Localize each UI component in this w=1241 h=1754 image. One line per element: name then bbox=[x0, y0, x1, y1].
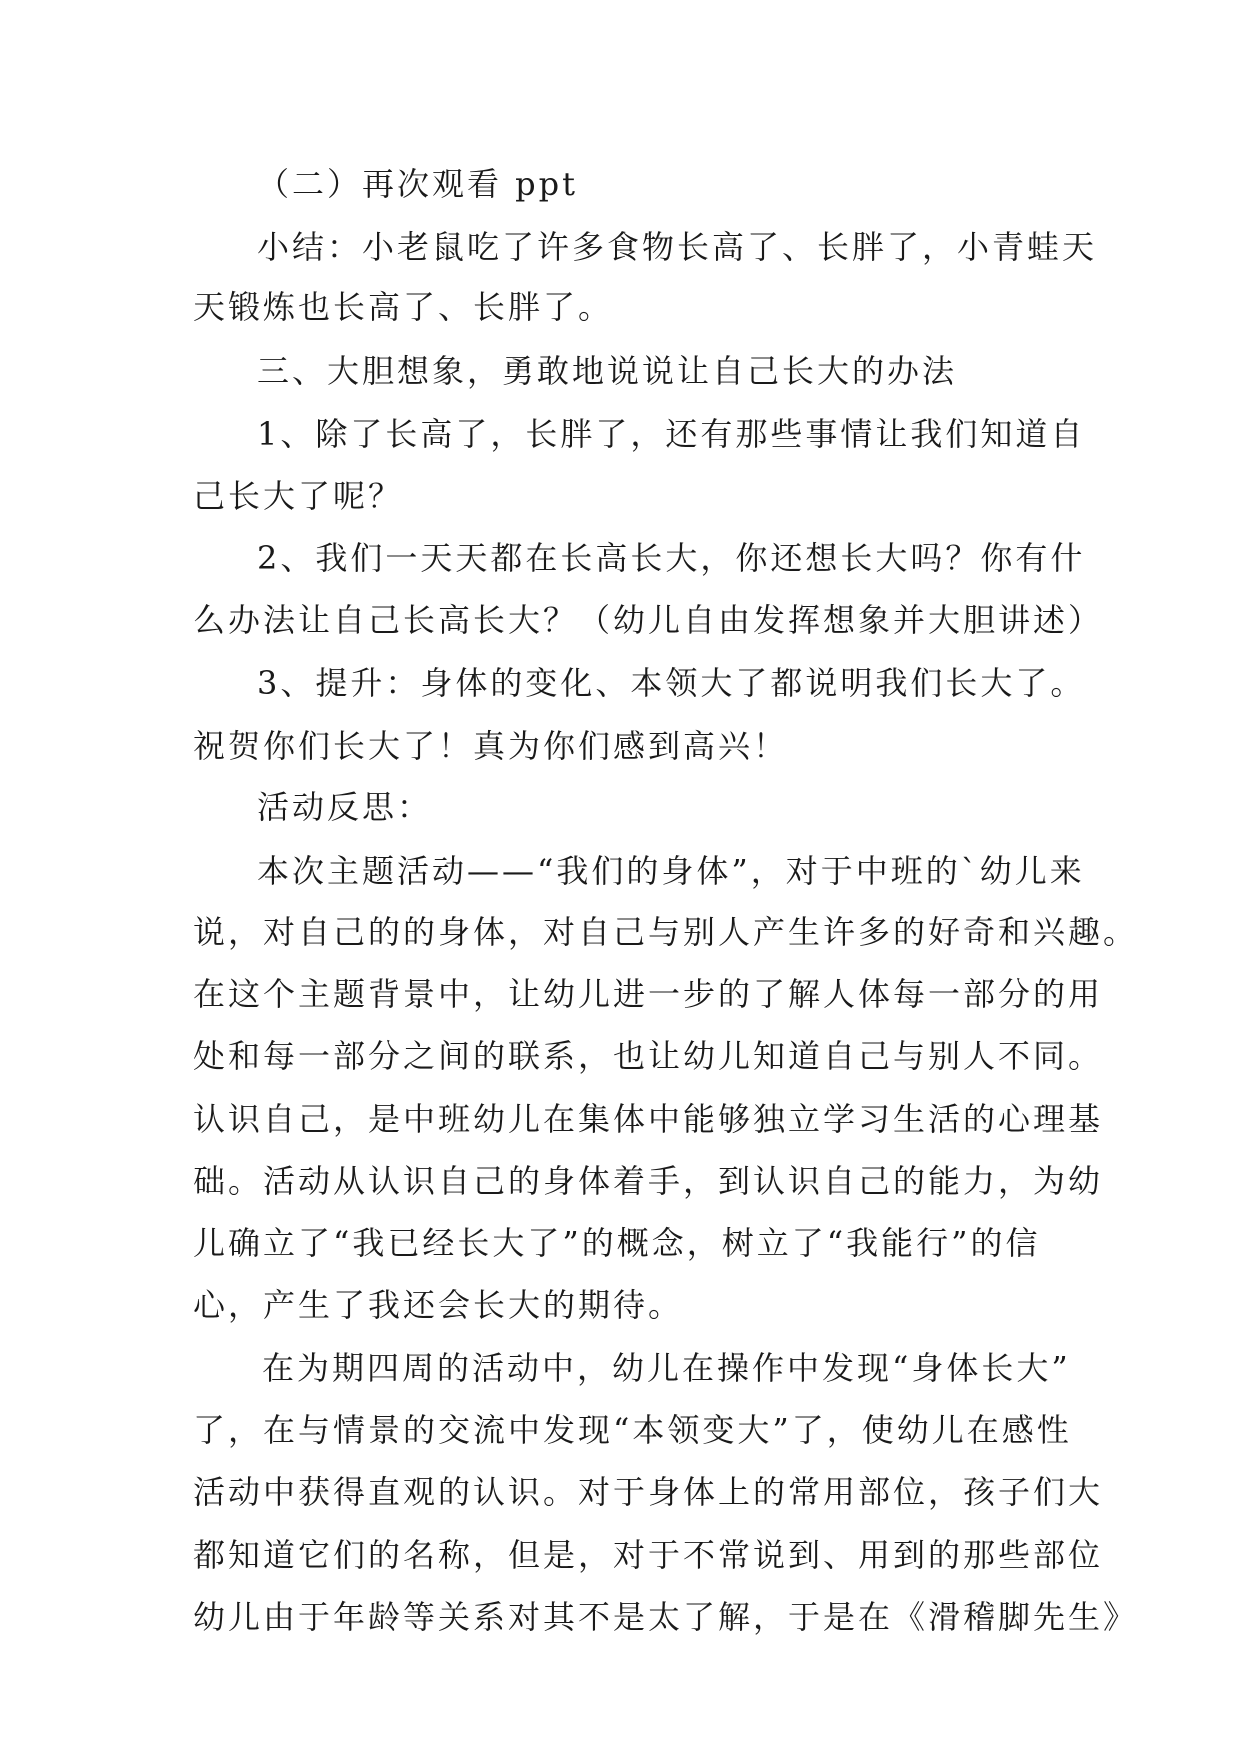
second-paragraph-line: 在为期四周的活动中，幼儿在操作中发现“身体长大” bbox=[262, 1349, 1071, 1387]
question-2-line: 么办法让自己长高长大？（幼儿自由发挥想象并大胆讲述） bbox=[193, 601, 1104, 639]
question-1-line: 己长大了呢？ bbox=[193, 477, 404, 515]
second-paragraph-line: 幼儿由于年龄等关系对其不是太了解，于是在《滑稽脚先生》 bbox=[193, 1598, 1139, 1636]
reflection-paragraph-line: 儿确立了“我已经长大了”的概念，树立了“我能行”的信 bbox=[193, 1224, 1041, 1262]
reflection-paragraph-line: 心，产生了我还会长大的期待。 bbox=[193, 1286, 684, 1324]
question-1-line: 1、除了长高了，长胖了，还有那些事情让我们知道自 bbox=[257, 415, 1086, 453]
reflection-heading: 活动反思： bbox=[257, 788, 433, 826]
reflection-paragraph-line: 在这个主题背景中，让幼儿进一步的了解人体每一部分的用 bbox=[193, 975, 1104, 1013]
point-3-line: 3、提升：身体的变化、本领大了都说明我们长大了。 bbox=[257, 664, 1086, 702]
reflection-paragraph-line: 处和每一部分之间的联系，也让幼儿知道自己与别人不同。 bbox=[193, 1037, 1104, 1075]
section-heading-rewatch-ppt: （二）再次观看 ppt bbox=[257, 165, 579, 203]
reflection-paragraph-line: 说，对自己的的身体，对自己与别人产生许多的好奇和兴趣。 bbox=[193, 913, 1139, 951]
reflection-paragraph-line: 认识自己，是中班幼儿在集体中能够独立学习生活的心理基 bbox=[193, 1100, 1104, 1138]
summary-line: 小结：小老鼠吃了许多食物长高了、长胖了，小青蛙天 bbox=[257, 228, 1098, 266]
section-heading-imagine: 三、大胆想象，勇敢地说说让自己长大的办法 bbox=[257, 352, 958, 390]
summary-line: 天锻炼也长高了、长胖了。 bbox=[193, 288, 614, 326]
reflection-paragraph-line: 础。活动从认识自己的身体着手，到认识自己的能力，为幼 bbox=[193, 1162, 1104, 1200]
second-paragraph-line: 了，在与情景的交流中发现“本领变大”了，使幼儿在感性 bbox=[193, 1411, 1072, 1449]
second-paragraph-line: 都知道它们的名称，但是，对于不常说到、用到的那些部位 bbox=[193, 1536, 1104, 1574]
reflection-paragraph-line: 本次主题活动——“我们的身体”，对于中班的`幼儿来 bbox=[257, 852, 1085, 890]
second-paragraph-line: 活动中获得直观的认识。对于身体上的常用部位，孩子们大 bbox=[193, 1473, 1104, 1511]
question-2-line: 2、我们一天天都在长高长大，你还想长大吗？你有什 bbox=[257, 539, 1086, 577]
point-3-line: 祝贺你们长大了！真为你们感到高兴！ bbox=[193, 727, 789, 765]
